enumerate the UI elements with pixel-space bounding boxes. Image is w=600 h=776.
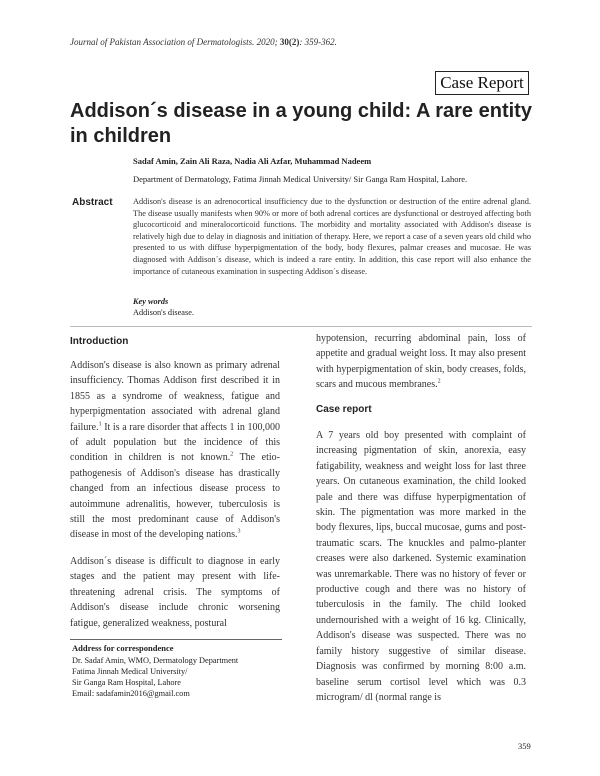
introduction-heading: Introduction <box>70 336 129 347</box>
article-title: Addison´s disease in a young child: A rare entity in children <box>70 100 532 147</box>
journal-name: Journal of Pakistan Association of Dermatologists <box>70 37 253 47</box>
case-report-heading: Case report <box>316 404 372 415</box>
page-number: 359 <box>518 741 531 751</box>
section-divider <box>70 326 532 327</box>
introduction-paragraph-2: Addison´s disease is difficult to diagnose in early stages and the patient may present with life-threatening adrenal crisis. The symptoms of Addison's disease include chronic worsening fatigue, generalized weakness, postural <box>70 556 280 629</box>
abstract-heading: Abstract <box>72 197 113 208</box>
keywords-heading: Key words <box>133 297 169 306</box>
correspondence-line: Sir Ganga Ram Hospital, Lahore <box>72 678 181 687</box>
author-list: Sadaf Amin, Zain Ali Raza, Nadia Ali Azfar, Muhammad Nadeem <box>133 156 372 166</box>
abstract-text: Addison's disease is an adrenocortical insufficiency due to the dysfunction or destruction of the entire adrenal gland. The disease usually manifests when 90% or more of both adrenal cortices are dysfunctional or destroyed affecting both glucocorticoid and mineralocorticoid functions. The morbidity and mortality associated with Addison's disease is relatively high due to delay in diagnosis and initiation of therapy. Here, we report a case of a seven years old child who presented to us with diffuse hyperpigmentation of the body, body flexures, palmar creases and mucosae. He was diagnosed with Addison´s disease, which is indeed a rare entity. In addition, this case report will also enhance the importance of cutaneous examination in suspecting Addison´s disease. <box>133 197 531 276</box>
journal-citation: Journal of Pakistan Association of Dermatologists. 2020; 30(2): 359-362. <box>70 37 337 47</box>
citation-ref: 2 <box>437 378 441 385</box>
article-type-badge: Case Report <box>435 71 529 95</box>
correspondence-line: Fatima Jinnah Medical University/ <box>72 667 188 676</box>
correspondence-divider <box>70 639 282 640</box>
correspondence-email: Email: sadafamin2016@gmail.com <box>72 689 190 698</box>
keywords-text: Addison's disease. <box>133 308 194 317</box>
correspondence-line: Dr. Sadaf Amin, WMO, Dermatology Department <box>72 656 239 665</box>
introduction-paragraph-2-continued: hypotension, recurring abdominal pain, loss of appetite and gradual weight loss. It may also present with hyperpigmentation of skin, body creases, folds, scars and mucous membranes.$^2$ <box>316 333 526 391</box>
citation-ref: 3 <box>237 529 241 536</box>
volume-issue: 30(2) <box>279 37 300 47</box>
page-range: : 359-362. <box>299 37 337 47</box>
author-affiliation: Department of Dermatology, Fatima Jinnah Medical University/ Sir Ganga Ram Hospital, Lahore. <box>133 174 468 184</box>
correspondence-heading: Address for correspondence <box>72 643 174 653</box>
introduction-paragraph-1: Addison's disease is also known as primary adrenal insufficiency. Thomas Addison first described it in 1855 as a syndrome of weakness, fatigue and hyperpigmentation associated with adrenal gland failure.$^1$ It is a rare disorder that affects 1 in 100,000 of adult population but the incidence of this condition in children is not known.$^2$ The etio-pathogenesis of Addison's disease has drastically changed from an infectious disease process to autoimmune adrenalitis, however, tuberculosis is still the most predominant cause of Addison's disease in most of the developing nations.$^3$ <box>70 360 280 541</box>
citation-ref: 2 <box>230 452 234 459</box>
case-report-text: A 7 years old boy presented with complaint of increasing pigmentation of skin, anorexia, easy fatigability, weakness and weight loss for last three years. On cutaneous examination, the child looked pale and there was diffuse hyperpigmentation of skin. The pigmentation was more marked in the body flexures, lips, buccal mucosae, gums and post-traumatic scars. The knuckles and palmo-planter creases were also darkened. Systemic examination was unremarkable. There was no history of fever or productive cough and there was no history of tuberculosis in the family. The child looked undernourished with a weight of 16 kg. Clinically, Addison's disease was suspected. There was no family history suggestive of similar disease. Diagnosis was confirmed by morning 8:00 a.m. baseline serum cortisol level which was 0.3 microgram/ dl (normal range is <box>316 430 526 703</box>
citation-ref: 1 <box>98 421 102 428</box>
